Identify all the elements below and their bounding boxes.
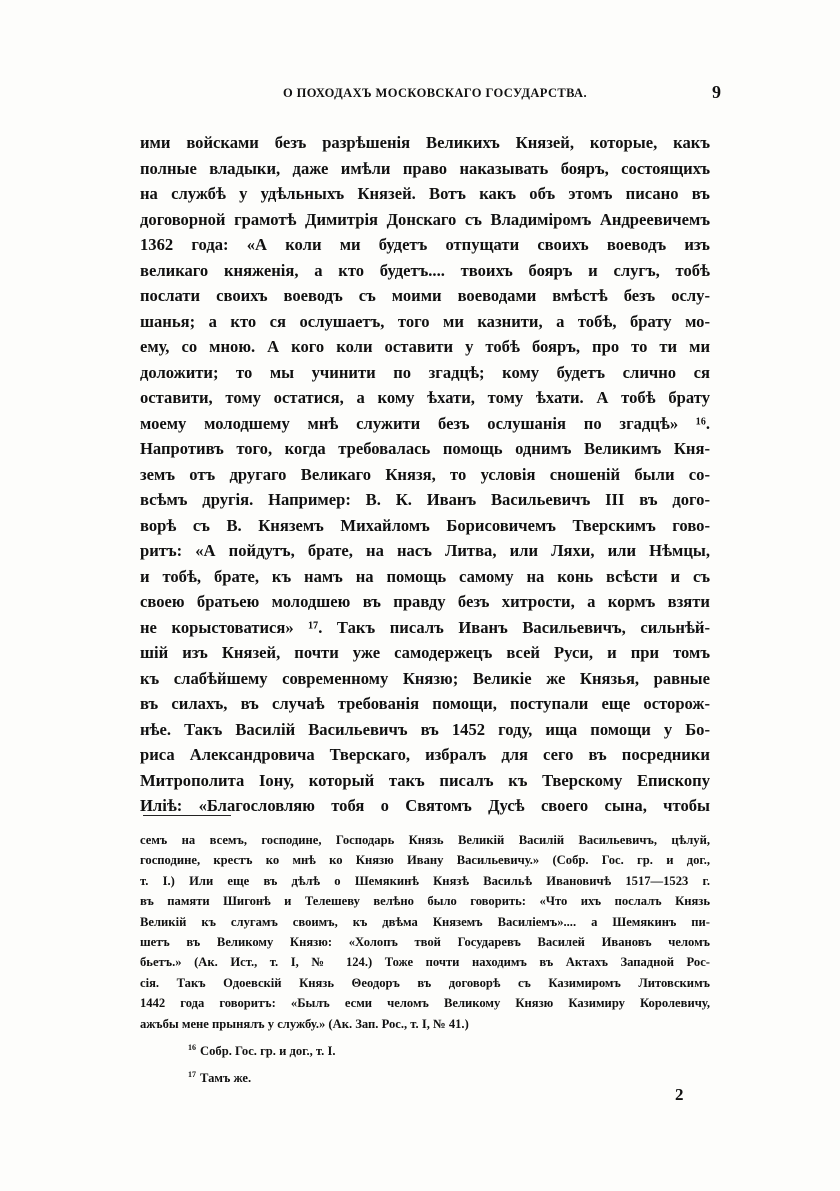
page-number-top: 9 bbox=[712, 82, 721, 102]
text-line: на службѣ у удѣльныхъ Князей. Вотъ какъ объ этомъ писано въ bbox=[140, 184, 710, 203]
note-line: сія. Такъ Одоевскій Князь Θеодоръ въ договорѣ съ Казимиромъ Литовскимъ bbox=[140, 975, 710, 990]
footnote-16 bbox=[188, 1043, 336, 1059]
running-head bbox=[0, 82, 840, 108]
note-line: Великій къ слугамъ своимъ, къ двѣма Княземъ Василіемъ».... а Шемякинъ пи- bbox=[140, 914, 710, 929]
note-line: въ памяти Шигонѣ и Телешеву велѣно было говорить: «Что ихъ послалъ Князь bbox=[140, 894, 710, 909]
text-line: въ силахъ, въ случаѣ требованія помощи, поступали еще осторож- bbox=[140, 694, 710, 713]
note-line: господине, крестъ ко мнѣ ко Князю Ивану Васильевичу.» (Собр. Гос. гр. и дог., bbox=[140, 853, 710, 868]
page-number-bottom: 2 bbox=[675, 1085, 684, 1104]
text-line: шій изъ Князей, почти уже самодержецъ всей Руси, и при томъ bbox=[140, 643, 710, 662]
footnote-17-mark: 17 bbox=[188, 1070, 196, 1079]
text-line: нѣе. Такъ Василій Васильевичъ въ 1452 году, ища помощи у Бо- bbox=[140, 719, 710, 739]
footnote-17 bbox=[188, 1070, 251, 1086]
text-line: послати своихъ воеводъ съ моими воеводами вмѣстѣ безъ ослу- bbox=[140, 286, 710, 305]
footnote-17-text: Тамъ же. bbox=[200, 1071, 252, 1085]
text-line: Напротивъ того, когда требовалась помощь однимъ Великимъ Кня- bbox=[140, 439, 710, 458]
text-line: великаго княженія, а кто будетъ.... твоихъ бояръ и слугъ, тобѣ bbox=[140, 260, 710, 280]
text-line: ворѣ съ В. Княземъ Михайломъ Борисовичемъ Тверскимъ гово- bbox=[140, 515, 710, 535]
text-line: не корыстоватися» ¹⁷. Такъ писалъ Иванъ Васильевичъ, сильнѣй- bbox=[140, 617, 710, 637]
text-line: Иліѣ: «Благословляю тобя о Святомъ Дусѣ своего сына, чтобы bbox=[140, 796, 710, 815]
note-line: шетъ въ Великому Князю: «Холопъ твой Государевъ Василей Ивановъ челомъ bbox=[140, 934, 710, 949]
footnote-divider bbox=[143, 815, 231, 816]
text-line: доложити; то мы учинити по згадцѣ; кому будетъ слично ся bbox=[140, 362, 710, 382]
main-text bbox=[140, 130, 710, 819]
text-line: Митрополита Іону, который такъ писалъ къ Тверскому Епископу bbox=[140, 770, 710, 790]
text-line: риса Александровича Тверскаго, избралъ для сего въ посредники bbox=[140, 745, 710, 764]
text-line: 1362 года: «А коли ми будетъ отпущати своихъ воеводъ изъ bbox=[140, 235, 710, 254]
footnote-continuation bbox=[140, 830, 710, 1034]
text-line: къ слабѣйшему современному Князю; Великіе же Князья, равные bbox=[140, 668, 710, 688]
text-line: шанья; а кто ся ослушаетъ, того ми казнити, а тобѣ, брату мо- bbox=[140, 311, 710, 331]
footnote-16-mark: 16 bbox=[188, 1043, 196, 1052]
text-line: своею братьею молодшею въ правду безъ хитрости, а кормъ взяти bbox=[140, 592, 710, 611]
text-line: ему, со мною. А кого коли оставити у тобѣ бояръ, про то ти ми bbox=[140, 337, 710, 356]
note-line: семъ на всемъ, господине, Господарь Князь Великій Василій Васильевичъ, цѣлуй, bbox=[140, 833, 710, 847]
text-line: договорной грамотѣ Димитрія Донскаго съ Владиміромъ Андреевичемъ bbox=[140, 209, 710, 229]
text-line: ритъ: «А пойдутъ, брате, на насъ Литва, или Ляхи, или Нѣмцы, bbox=[140, 541, 710, 560]
text-line: и тобѣ, брате, къ намъ на помощь самому на конь всѣсти и съ bbox=[140, 566, 710, 586]
text-line: моему молодшему мнѣ служити безъ ослушанія по згадцѣ» ¹⁶. bbox=[140, 413, 710, 433]
note-line: т. I.) Или еще въ дѣлѣ о Шемякинѣ Князѣ Васильѣ Ивановичѣ 1517—1523 г. bbox=[140, 873, 710, 888]
text-line: оставити, тому остатися, а кому ѣхати, тому ѣхати. А тобѣ брату bbox=[140, 388, 710, 407]
text-line: всѣмъ другія. Например: В. К. Иванъ Васильевичъ III въ дого- bbox=[140, 490, 710, 509]
note-line: ажъбы мене прынялъ у службу.» (Ак. Зап. Рос., т. I, № 41.) bbox=[140, 1016, 469, 1031]
text-line: ими войсками безъ разрѣшенія Великихъ Князей, которые, какъ bbox=[140, 133, 710, 152]
running-title: О ПОХОДАХЪ МОСКОВСКАГО ГОСУДАРСТВА. bbox=[282, 86, 588, 100]
footnote-16-text: Собр. Гос. гр. и дог., т. I. bbox=[200, 1044, 336, 1058]
text-line: земъ отъ другаго Великаго Князя, то условія сношеній были со- bbox=[140, 464, 710, 484]
note-line: 1442 года говоритъ: «Былъ есми челомъ Великому Князю Казимиру Королевичу, bbox=[140, 996, 710, 1011]
note-line: бьетъ.» (Ак. Ист., т. I, № 124.) Тоже почти находимъ въ Актахъ Западной Рос- bbox=[140, 955, 710, 970]
text-line: полные владыки, даже имѣли право наказывать бояръ, состоящихъ bbox=[140, 158, 710, 178]
